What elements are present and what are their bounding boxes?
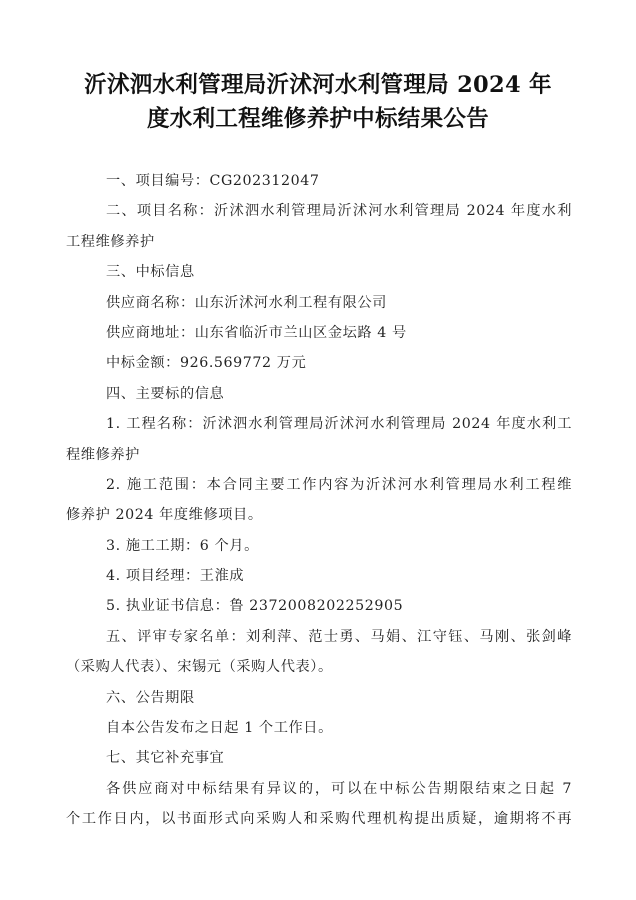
project-manager-line: 4. 项目经理：王淮成: [106, 568, 245, 585]
award-info-heading: 三、中标信息: [106, 264, 195, 281]
objection-paragraph-line-1: 各供应商对中标结果有异议的，可以在中标公告期限结束之日起 7: [106, 780, 572, 797]
objection-paragraph-line-2: 个工作日内，以书面形式向采购人和采购代理机构提出质疑，逾期将不再: [66, 811, 572, 828]
license-info-line: 5. 执业证书信息：鲁 2372008202252905: [106, 598, 404, 615]
engineering-name-line-cont: 程维修养护: [66, 446, 140, 463]
construction-scope-line: 2. 施工范围：本合同主要工作内容为沂沭河水利管理局水利工程维: [106, 476, 572, 493]
construction-period-line: 3. 施工工期：6 个月。: [106, 537, 259, 554]
document-title-line-1: 沂沭泗水利管理局沂沭河水利管理局 2024 年: [84, 72, 552, 98]
project-name-line: 二、项目名称：沂沭泗水利管理局沂沭河水利管理局 2024 年度水利: [106, 203, 572, 220]
project-number-line: 一、项目编号：CG202312047: [106, 173, 320, 189]
document-title-line-2: 度水利工程维修养护中标结果公告: [146, 106, 489, 132]
project-name-line-cont: 工程维修养护: [66, 233, 155, 250]
supplier-name-line: 供应商名称：山东沂沭河水利工程有限公司: [106, 294, 387, 311]
construction-scope-line-cont: 修养护 2024 年度维修项目。: [66, 507, 263, 524]
supplier-address-line: 供应商地址：山东省临沂市兰山区金坛路 4 号: [106, 324, 407, 341]
award-amount-line: 中标金额：926.569772 万元: [106, 355, 307, 372]
engineering-name-line: 1. 工程名称：沂沭泗水利管理局沂沭河水利管理局 2024 年度水利工: [106, 416, 572, 433]
announcement-period-line: 自本公告发布之日起 1 个工作日。: [106, 720, 333, 737]
expert-list-line: 五、评审专家名单：刘利萍、范士勇、马娟、江守钰、马刚、张剑峰: [106, 628, 572, 645]
main-subject-heading: 四、主要标的信息: [106, 385, 225, 402]
other-matters-heading: 七、其它补充事宜: [106, 750, 225, 767]
document-body: [66, 166, 572, 835]
expert-list-line-cont: （采购人代表）、宋锡元（采购人代表）。: [66, 659, 333, 676]
announcement-period-heading: 六、公告期限: [106, 689, 195, 706]
